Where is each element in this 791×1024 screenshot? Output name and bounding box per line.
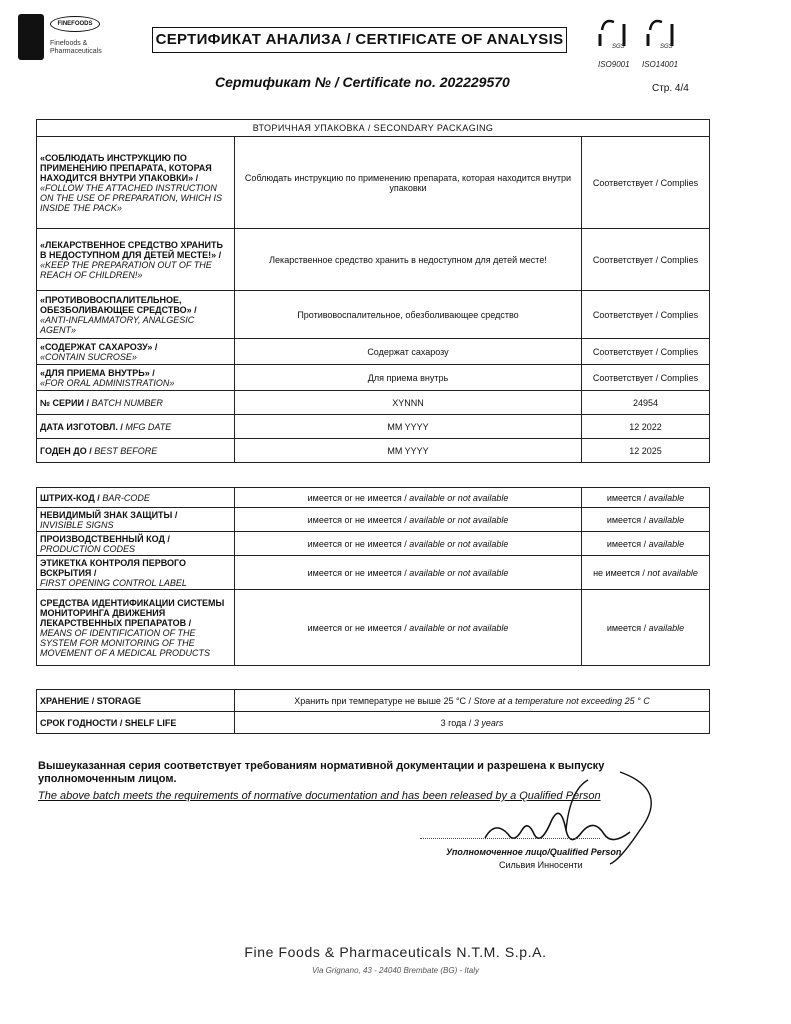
table-row: ХРАНЕНИЕ / STORAGE Хранить при температуре не выше 25 °С / Store at a temperature not exceeding 25 ° C [37,690,710,712]
table-row: СРЕДСТВА ИДЕНТИФИКАЦИИ СИСТЕМЫ МОНИТОРИНГА ДВИЖЕНИЯ ЛЕКАРСТВЕННЫХ ПРЕПАРАТОВ / MEANS OF IDENTIFICATION OF THE SYSTEM FOR MONITORING OF THE MOVEMENT OF A MEDICAL PRODUCTS имеется or не имеется / available or not available имеется / available [37,590,710,666]
table-row: «ДЛЯ ПРИЕМА ВНУТРЬ» / «FOR ORAL ADMINISTRATION» Для приема внутрь Соответствует / Complies [37,365,710,391]
table-row: ШТРИХ-КОД / BAR-CODE имеется or не имеется / available or not available имеется / available [37,488,710,508]
table-row: «СОДЕРЖАТ САХАРОЗУ» / «CONTAIN SUCROSE» Содержат сахарозу Соответствует / Complies [37,339,710,365]
certificate-number: Сертификат № / Certificate no. 202229570 [215,74,510,90]
table-row: ЭТИКЕТКА КОНТРОЛЯ ПЕРВОГО ВСКРЫТИЯ / FIRST OPENING CONTROL LABEL имеется or не имеется / available or not available не имеется / not available [37,556,710,590]
company-logo-subtitle: Finefoods & Pharmaceuticals [50,40,102,55]
release-statement-ru: Вышеуказанная серия соответствует требованиям нормативной документации и разрешена к выпуску уполномоченным лицом. [38,760,605,785]
page-number: Стр. 4/4 [652,83,689,94]
table-row: № СЕРИИ / BATCH NUMBER XYNNN 24954 [37,391,710,415]
table-row: «СОБЛЮДАТЬ ИНСТРУКЦИЮ ПО ПРИМЕНЕНИЮ ПРЕПАРАТА, КОТОРАЯ НАХОДИТСЯ ВНУТРИ УПАКОВКИ» / «FOLLOW THE ATTACHED INSTRUCTION ON THE USE OF PREPARATION, WHICH IS INSIDE THE PACK» Соблюдать инструкцию по применению препарата, которая находится внутри упаковки Соответствует / Complies [37,137,710,229]
section-title: ВТОРИЧНАЯ УПАКОВКА / SECONDARY PACKAGING [37,120,710,137]
table-row: ПРОИЗВОДСТВЕННЫЙ КОД / PRODUCTION CODES имеется or не имеется / available or not available имеется / available [37,532,710,556]
storage-table [36,689,710,734]
table-row: «ПРОТИВОВОСПАЛИТЕЛЬНОЕ, ОБЕЗБОЛИВАЮЩЕЕ СРЕДСТВО» / «ANTI-INFLAMMATORY, ANALGESIC AGENT» Противовоспалительное, обезболивающее средство Соответствует / Complies [37,291,710,339]
company-logo-oval: FINEFOODS [50,16,100,32]
sgs-certification-icon [590,10,700,56]
qualified-person-title: Уполномоченное лицо/Qualified Person [446,847,622,857]
sgs-label: SGS [660,44,673,50]
codes-availability-table [36,487,710,666]
footer-company-name: Fine Foods & Pharmaceuticals N.T.M. S.p.A. [244,944,547,960]
table-row: ДАТА ИЗГОТОВЛ. / MFG DATE MM YYYY 12 2022 [37,415,710,439]
iso-9001-label: ISO9001 [598,60,630,69]
qualified-person-name: Сильвия Инносенти [499,860,583,870]
handwritten-signature [470,760,680,875]
footer-address: Via Grignano, 43 - 24040 Brembate (BG) - Italy [311,966,480,975]
release-statement-en: The above batch meets the requirements of normative documentation and has been released by a Qualified Person [38,790,601,802]
company-logo-mark [18,14,44,60]
iso-14001-label: ISO14001 [642,60,679,69]
table-row: ГОДЕН ДО / BEST BEFORE MM YYYY 12 2025 [37,439,710,463]
table-row: «ЛЕКАРСТВЕННОЕ СРЕДСТВО ХРАНИТЬ В НЕДОСТУПНОМ ДЛЯ ДЕТЕЙ МЕСТЕ!» / «KEEP THE PREPARATION OUT OF THE REACH OF CHILDREN!» Лекарственное средство хранить в недоступном для детей месте! Соответствует / Complies [37,229,710,291]
document-title: СЕРТИФИКАТ АНАЛИЗА / CERTIFICATE OF ANALYSIS [152,27,567,53]
secondary-packaging-table [36,119,710,463]
table-row: СРОК ГОДНОСТИ / SHELF LIFE 3 года / 3 years [37,712,710,734]
sgs-label: SGS [612,44,625,50]
signature-line [420,838,600,839]
table-row: НЕВИДИМЫЙ ЗНАК ЗАЩИТЫ / INVISIBLE SIGNS имеется or не имеется / available or not available имеется / available [37,508,710,532]
